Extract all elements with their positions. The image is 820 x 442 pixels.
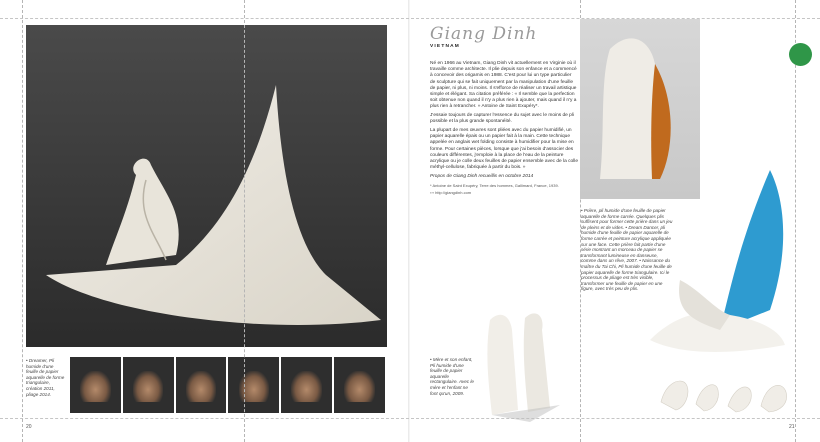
section-marker — [789, 43, 812, 66]
tai-chi-photo — [656, 362, 794, 414]
artist-country: VIETNAM — [430, 44, 460, 49]
origami-mother-child-icon — [470, 300, 566, 425]
origami-tai-chi-icon — [656, 362, 794, 414]
page-number-right: 21 — [789, 424, 795, 430]
dreamer-photo — [26, 25, 387, 347]
credit-line: Propos de Giang Dinh recueillis en octobre 2014 — [430, 173, 534, 179]
article-body — [430, 61, 578, 198]
process-frame — [228, 357, 279, 413]
guide-line — [244, 0, 245, 442]
mere-enfant-photo — [470, 300, 566, 425]
paragraph: La plupart de mes œuvres sont pliées avec du papier humidifié, un papier aquarelle épais ou un papier fait à la main. Cette technique appelée en anglais wet folding consiste à humidifier pour la mise en forme. Pour certaines pièces, lorsque que j'ai besoin d'associer des couleurs différentes, j'emploie à la place de l'eau de la peinture acrylique ou je colle deux feuilles de papier ensemble avec de la colle méthyl-cellulose, fabriquée à partir du bois. » — [430, 128, 578, 171]
paragraph: J'essaie toujours de capturer l'essence du sujet avec le moins de pli possible et la plus grande spontanéité. — [430, 113, 574, 125]
artist-name: Giang Dinh — [430, 24, 538, 44]
process-frame — [281, 357, 332, 413]
origami-dreamer-icon — [26, 25, 387, 347]
process-frame — [123, 357, 174, 413]
guide-line — [0, 418, 820, 419]
process-frame — [70, 357, 121, 413]
small-caption: • Mère et son enfant, Pli humide d'une feuille de papier aquarelle rectangulaire. Avec le mère et l'enfant ne font qu'un, 2009. — [430, 357, 474, 396]
process-strip — [70, 357, 385, 413]
website-link[interactable]: ››› http://giangdinh.com — [430, 190, 472, 196]
main-caption: • Dreamer, Pli humide d'une feuille de papier aquarelle de forme triangulaire, création 2011, pliage 2014. — [26, 358, 65, 397]
paragraph: Né en 1966 au Vietnam, Giang Dinh vit actuellement en Virginie où il travaille comme architecte. Il plie depuis son enfance et a commencé à concevoir des origamis en 1988. C'est pour lui un type particulier de sculpture qui se fait uniquement par la manipulation d'une feuille de papier, ni plus, ni moins. Il s'efforce de réaliser un travail artistique simple et élégant. Sa citation préférée : « Il semble que la perfection soit obtenue non quand il n'y a plus rien à ajouter, mais quand il n'y a plus rien à retrancher. » Antoine de Saint Exupéry*. — [430, 61, 577, 110]
process-frame — [176, 357, 227, 413]
page-number-left: 20 — [26, 424, 32, 430]
guide-line — [22, 0, 23, 442]
footnote: * Antoine de Saint Exupéry, Terre des hommes, Gallimard, France, 1939. — [430, 182, 559, 188]
right-caption: • Prière, pli humide d'une feuille de papier aquarelle de forme carrée. Quelques plis suffisent pour former cette prière dans un jeu de pleins et de vides. • Dream Dancer, pli humide d'une feuille de papier aquarelle de forme carrée et peinture acrylique appliquée sur une face. Cette prière fait partie d'une série montrant un morceau de papier se transformant lumineuse en danseuse, comme dans un rêve, 2007. • Naissance du maître du Tai Chi, Pli humide d'une feuille de papier aquarelle de forme triangulaire. Ici le processus de pliage est très visible, transformer une feuille de papier en une figure, avec très peu de plis. — [581, 208, 673, 292]
process-frame — [334, 357, 385, 413]
